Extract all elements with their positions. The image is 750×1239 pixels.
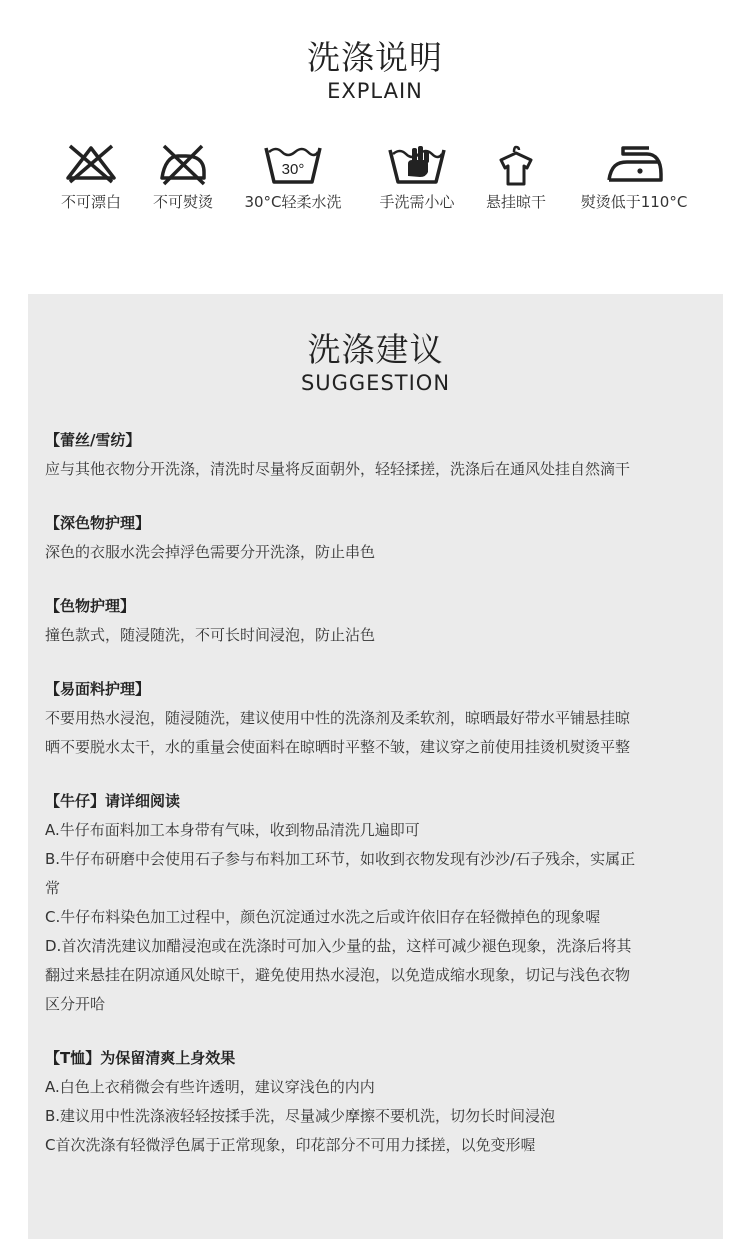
section-denim [45,787,717,1019]
section-title: 【色物护理】 [45,597,136,615]
section-line: 撞色款式，随浸随洗，不可长时间浸泡，防止沾色 [45,626,376,644]
no-bleach-icon [60,142,122,186]
section-line: 不要用热水浸泡，随浸随洗，建议使用中性的洗涤剂及柔软剂，晾晒最好带水平铺悬挂晾 [45,709,631,727]
care-label: 30°C轻柔水洗 [244,193,342,211]
iron-low-icon [603,142,665,186]
care-label: 悬挂晾干 [485,193,546,211]
section-dark-care [45,509,717,567]
section-line: B.建议用中性洗涤液轻轻按揉手洗，尽量减少摩擦不要机洗，切勿长时间浸泡 [45,1107,556,1125]
section-title: 【蕾丝/雪纺】 [45,431,141,449]
care-item-no-iron [123,142,243,212]
suggestion-header [28,294,723,395]
suggestion-sections [45,426,717,1185]
section-line: 深色的衣服水洗会掉浮色需要分开洗涤，防止串色 [45,543,376,561]
section-line: D.首次清洗建议加醋浸泡或在洗涤时可加入少量的盐，这样可减少褪色现象，洗涤后将其 [45,937,632,955]
explain-header [0,0,750,103]
section-line: 应与其他衣物分开洗涤，清洗时尽量将反面朝外，轻轻揉搓，洗涤后在通风处挂自然滴干 [45,460,631,478]
section-title: 【T恤】为保留清爽上身效果 [45,1049,236,1067]
wash-30-icon [262,142,324,186]
suggestion-title: 洗涤建议 [307,330,444,369]
wash-temp-badge: 30° [281,161,305,178]
section-line: C首次洗涤有轻微浮色属于正常现象，印花部分不可用力揉搓，以免变形喔 [45,1136,536,1154]
section-easy-fabric [45,675,717,762]
hand-wash-icon [386,142,448,186]
hang-dry-icon [485,142,547,186]
section-line: 常 [45,879,61,897]
care-item-wash-30 [233,142,353,212]
section-line: C.牛仔布料染色加工过程中，颜色沉淀通过水洗之后或许依旧存在轻微掉色的现象喔 [45,908,601,926]
explain-subtitle: EXPLAIN [327,79,423,103]
section-line: B.牛仔布研磨中会使用石子参与布料加工环节，如收到衣物发现有沙沙/石子残余，实属正 [45,850,636,868]
section-line: A.牛仔布面料加工本身带有气味，收到物品清洗几遍即可 [45,821,420,839]
suggestion-panel [28,294,723,1239]
section-title: 【易面料护理】 [45,680,151,698]
care-item-hang-dry [456,142,576,212]
suggestion-subtitle: SUGGESTION [300,371,451,395]
section-title: 【深色物护理】 [45,514,151,532]
no-iron-icon [152,142,214,186]
care-label: 手洗需小心 [379,193,455,211]
section-line: 区分开哈 [45,995,106,1013]
section-lace-chiffon [45,426,717,484]
section-line: 翻过来悬挂在阴凉通风处晾干，避免使用热水浸泡，以免造成缩水现象，切记与浅色衣物 [45,966,631,984]
section-tshirt [45,1044,717,1160]
section-line: A.白色上衣稍微会有些许透明，建议穿浅色的内内 [45,1078,375,1096]
explain-title: 洗涤说明 [307,38,443,77]
care-item-iron-low [574,142,694,212]
section-line: 晒不要脱水太干，水的重量会使面料在晾晒时平整不皱，建议穿之前使用挂烫机熨烫平整 [45,738,631,756]
section-title: 【牛仔】请详细阅读 [45,792,181,810]
care-label: 熨烫低于110°C [580,193,688,211]
section-color-care [45,592,717,650]
care-label: 不可漂白 [60,193,121,211]
care-label: 不可熨烫 [152,193,213,211]
